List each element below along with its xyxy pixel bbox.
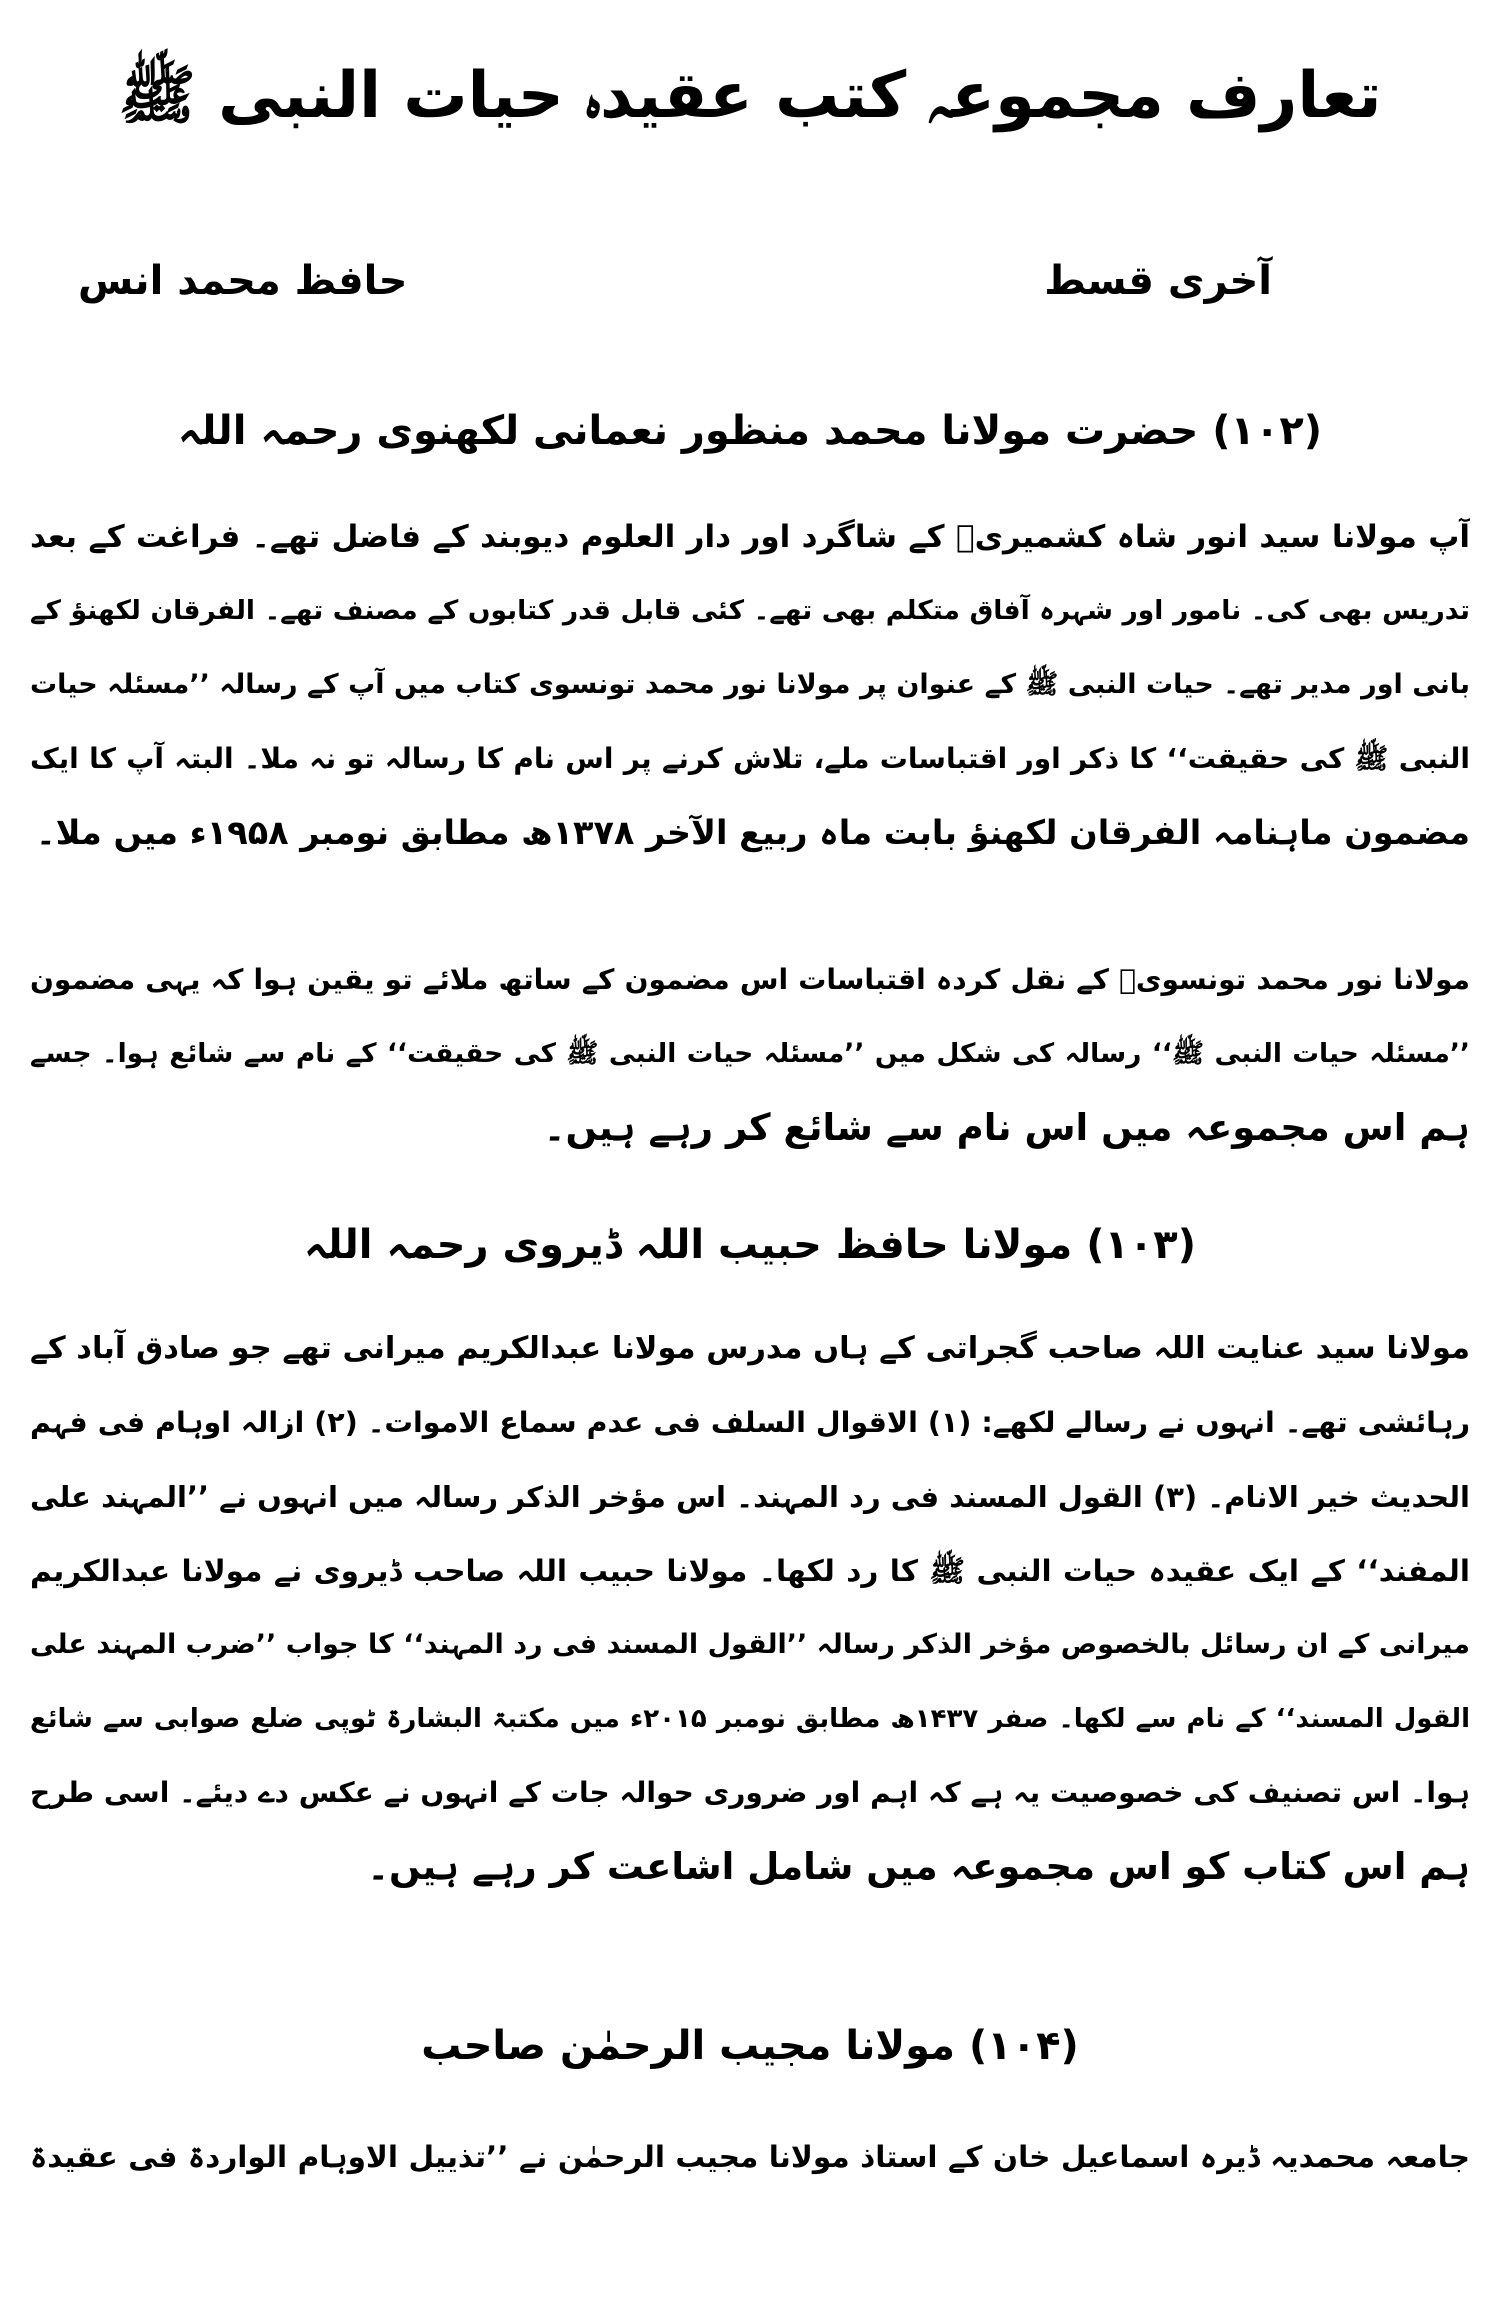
section-102-paragraph-1 [30, 500, 1470, 870]
text-line: آپ مولانا سید انور شاہ کشمیریؒ کے شاگرد اور دار العلوم دیوبند کے فاضل تھے۔ فراغت کے بعد [30, 519, 1470, 555]
text-line: المفند‘‘ کے ایک عقیدہ حیات النبی ﷺ کا رد لکھا۔ مولانا حبیب اللہ صاحب ڈیروی نے مولانا عبدالکریم [30, 1554, 1470, 1588]
text-line: مضمون ماہنامہ الفرقان لکھنؤ بابت ماہ ربیع الآخر ۱۳۷۸ھ مطابق نومبر ۱۹۵۸ء میں ملا۔ [35, 813, 1470, 852]
text-line: الحدیث خیر الانام۔ (۳) القول المسند فی رد المہند۔ اس مؤخر الذکر رسالہ میں انہوں نے ’’المہند علی [30, 1480, 1470, 1514]
text-line: ’’مسئلہ حیات النبی ﷺ‘‘ رسالہ کی شکل میں ’’مسئلہ حیات النبی ﷺ کی حقیقت‘‘ کے نام سے شائع ہوا۔ جسے [30, 1038, 1470, 1069]
text-line: بانی اور مدیر تھے۔ حیات النبی ﷺ کے عنوان پر مولانا نور محمد تونسوی کتاب میں آپ کے رسالہ ’’مسئلہ حیات [30, 669, 1470, 700]
text-line: مولانا سید عنایت اللہ صاحب گجراتی کے ہاں مدرس مولانا عبدالکریم میرانی تھے جو صادق آباد کے [30, 1331, 1470, 1366]
author-name: حافظ محمد انس [78, 258, 408, 304]
text-line: ہم اس مجموعہ میں اس نام سے شائع کر رہے ہیں۔ [543, 1106, 1470, 1149]
text-line: جامعہ محمدیہ ڈیرہ اسماعیل خان کے استاذ مولانا مجیب الرحمٰن نے ’’تذییل الاوہام الواردۃ فی عقیدۃ [30, 2140, 1470, 2174]
text-line: مولانا نور محمد تونسویؒ کے نقل کردہ اقتباسات اس مضمون کے ساتھ ملائے تو یقین ہوا کہ یہی مضمون [30, 963, 1470, 996]
section-103-paragraph-1 [30, 1312, 1470, 1904]
text-line: النبی ﷺ کی حقیقت‘‘ کا ذکر اور اقتباسات ملے، تلاش کرنے پر اس نام کا رسالہ تو نہ ملا۔ البتہ آپ کا ایک [30, 742, 1470, 775]
page-title: تعارف مجموعہ کتب عقیدہ حیات النبی ﷺ [118, 59, 1382, 133]
section-102-paragraph-2 [30, 943, 1470, 1165]
section-heading-102: (۱۰۲) حضرت مولانا محمد منظور نعمانی لکھنوی رحمہ اللہ [177, 408, 1323, 454]
section-104-paragraph-1 [30, 2120, 1470, 2194]
text-line: رہائشی تھے۔ انہوں نے رسالے لکھے: (۱) الاقوال السلف فی عدم سماع الاموات۔ (۲) ازالہ اوہام فی فہم [30, 1406, 1470, 1439]
section-heading-103: (۱۰۳) مولانا حافظ حبیب اللہ ڈیروی رحمہ اللہ [304, 1222, 1196, 1268]
text-line: میرانی کے ان رسائل بالخصوص مؤخر الذکر رسالہ ’’القول المسند فی رد المہند‘‘ کا جواب ’’ضرب المہند علی [30, 1629, 1470, 1660]
text-line: القول المسند‘‘ کے نام سے لکھا۔ صفر ۱۴۳۷ھ مطابق نومبر ۲۰۱۵ء میں مکتبۃ البشارۃ ٹوپی ضلع صوابی سے شائع [30, 1704, 1470, 1734]
text-line: ہوا۔ اس تصنیف کی خصوصیت یہ ہے کہ اہم اور ضروری حوالہ جات کے انہوں نے عکس دے دیئے۔ اسی طرح [30, 1776, 1470, 1809]
text-line: تدریس بھی کی۔ نامور اور شہرہ آفاق متکلم بھی تھے۔ کئی قابل قدر کتابوں کے مصنف تھے۔ الفرقان لکھنؤ کے [30, 595, 1470, 626]
installment-label: آخری قسط [1044, 258, 1272, 304]
section-heading-104: (۱۰۴) مولانا مجیب الرحمٰن صاحب [421, 2023, 1079, 2069]
text-line: ہم اس کتاب کو اس مجموعہ میں شامل اشاعت کر رہے ہیں۔ [367, 1845, 1470, 1888]
